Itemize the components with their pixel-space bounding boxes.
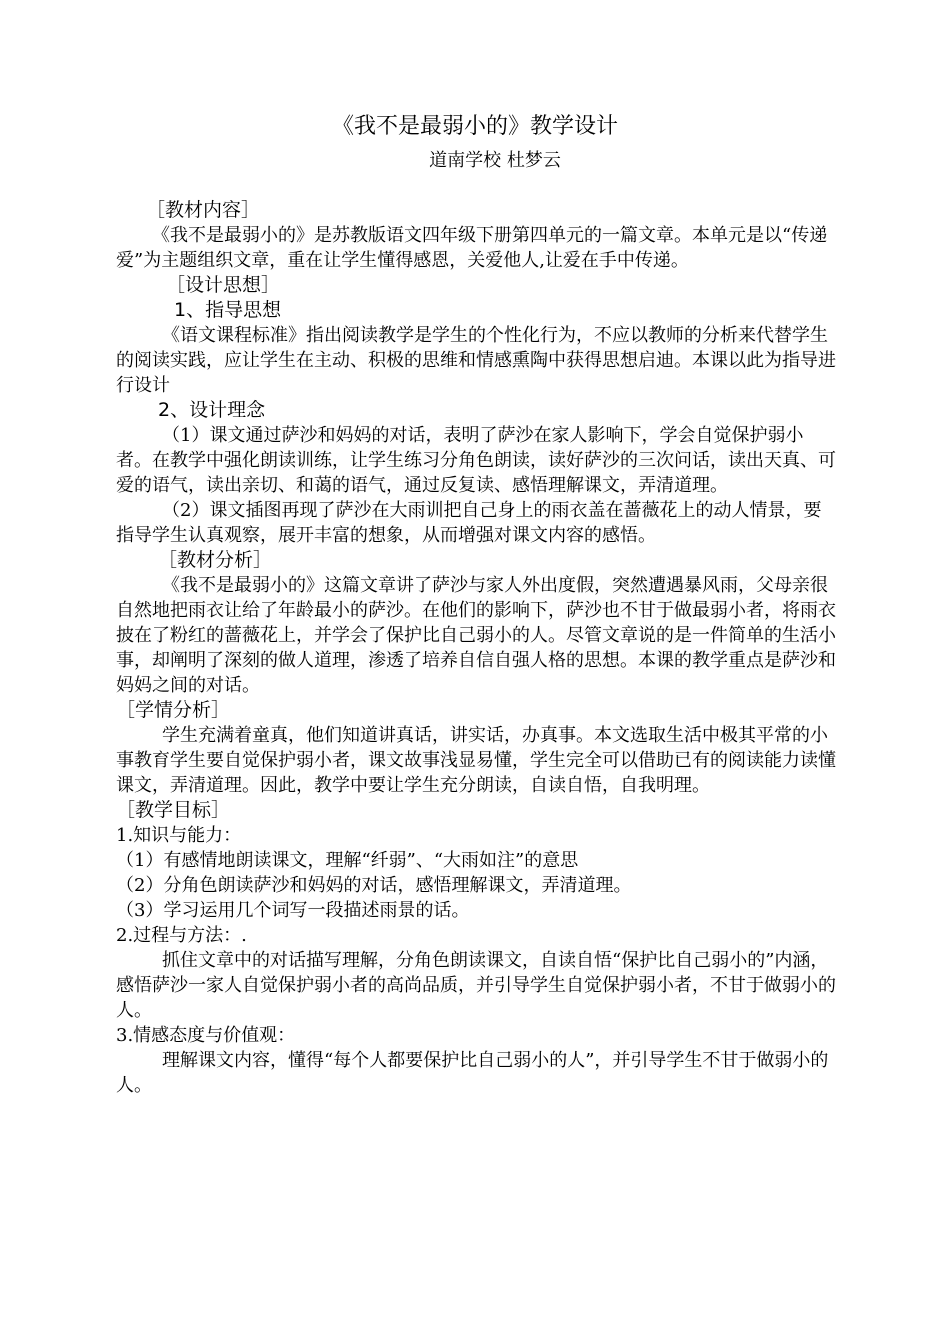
document-title: 《我不是最弱小的》教学设计 <box>331 114 618 139</box>
section-heading-design: ［设计思想］ <box>166 274 281 296</box>
paragraph-materials: 《我不是最弱小的》是苏教版语文四年级下册第四单元的一篇文章。本单元是以“传递爱”为主题组织文章，重在让学生懂得感恩，关爱他人,让爱在手中传递。 <box>116 225 828 271</box>
subheading-guiding: 1、指导思想 <box>174 299 282 321</box>
goal-1-item-c: （3）学习运用几个词写一段描述雨景的话。 <box>116 900 470 921</box>
paragraph-analysis: 《我不是最弱小的》这篇文章讲了萨沙与家人外出度假，突然遭遇暴风雨，父母亲很自然地把雨衣让给了年龄最小的萨沙。在他们的影响下，萨沙也不甘于做最弱小者，将雨衣披在了粉红的蔷薇花上，并学会了保护比自己弱小的人。尽管文章说的是一件简单的生活小事，却阐明了深刻的做人道理，渗透了培养自信自强人格的思想。本课的教学重点是萨沙和妈妈之间的对话。 <box>116 575 836 696</box>
document-author: 道南学校 杜梦云 <box>429 150 561 171</box>
paragraph-goal-3: 理解课文内容，懂得“每个人都要保护比自己弱小的人”，并引导学生不甘于做弱小的人。 <box>116 1050 829 1096</box>
document-body <box>116 198 838 1098</box>
paragraph-students: 学生充满着童真，他们知道讲真话，讲实话，办真事。本文选取生活中极其平常的小事教育学生要自觉保护弱小者，课文故事浅显易懂，学生完全可以借助已有的阅读能力读懂课文，弄清道理。因此，教学中要让学生充分朗读，自读自悟，自我明理。 <box>116 725 836 796</box>
goal-1-item-b: （2）分角色朗读萨沙和妈妈的对话，感悟理解课文，弄清道理。 <box>116 875 632 896</box>
goal-3-heading: 3.情感态度与价值观： <box>116 1025 296 1046</box>
goal-1-heading: 1.知识与能力： <box>116 825 242 846</box>
paragraph-guiding: 《语文课程标准》指出阅读教学是学生的个性化行为，不应以教师的分析来代替学生的阅读实践，应让学生在主动、积极的思维和情感熏陶中获得思想启迪。本课以此为指导进行设计 <box>116 325 836 396</box>
section-heading-students: ［学情分析］ <box>116 699 231 721</box>
section-heading-materials: ［教材内容］ <box>146 199 261 221</box>
paragraph-concept-1: （1）课文通过萨沙和妈妈的对话，表明了萨沙在家人影响下，学会自觉保护弱小者。在教学中强化朗读训练，让学生练习分角色朗读，读好萨沙的三次问话，读出天真、可爱的语气，读出亲切、和蔼的语气，通过反复读、感悟理解课文，弄清道理。 <box>116 425 836 496</box>
subheading-concept: 2、设计理念 <box>158 399 266 421</box>
section-heading-analysis: ［教材分析］ <box>158 549 273 571</box>
paragraph-goal-2: 抓住文章中的对话描写理解，分角色朗读课文，自读自悟“保护比自己弱小的”内涵，感悟萨沙一家人自觉保护弱小者的高尚品质，并引导学生自觉保护弱小者，不甘于做弱小的人。 <box>116 950 836 1021</box>
section-heading-goals: ［教学目标］ <box>116 799 231 821</box>
goal-2-heading: 2.过程与方法：. <box>116 925 247 946</box>
goal-1-item-a: （1）有感情地朗读课文，理解“纤弱”、“大雨如注”的意思 <box>116 850 579 871</box>
paragraph-concept-2: （2）课文插图再现了萨沙在大雨训把自己身上的雨衣盖在蔷薇花上的动人情景，要指导学生认真观察，展开丰富的想象，从而增强对课文内容的感悟。 <box>116 500 822 546</box>
